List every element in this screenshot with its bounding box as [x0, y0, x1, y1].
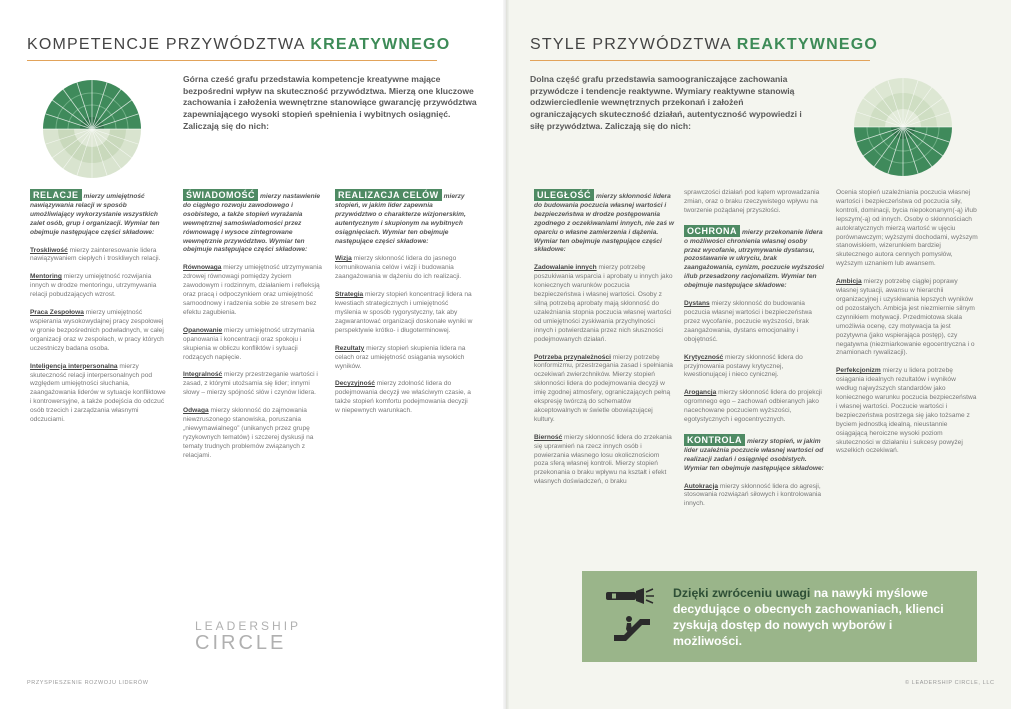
kontrola-item: Autokracja mierzy skłonność lidera do agresji, stosowania rozwiązań siłowych i kontrolowania innych. — [684, 482, 822, 508]
column-realizacja-celow — [335, 189, 473, 425]
swiadomosc-item: Równowaga mierzy umiejętność utrzymywania zdrowej równowagi pomiędzy życiem zawodowym i rodzinnym, działaniem i refleksją oraz pracą i odpoczynkiem oraz umiejętność samoodnowy i radzenia sobie ze stresem bez efektu zagubienia. — [183, 264, 322, 316]
callout-box — [582, 571, 977, 662]
uleglosc-item: Potrzeba przynależności mierzy potrzebę konformizmu, przestrzegania zasad i spełniania oczekiwań zwierzchników. Mierzy stopień skłonności lidera do podejmowania decyzji w imię zgodnej atmosfery, ograniczających pełną ekspresję twórczą do schematów akceptowalnych w świetle obowiązującej kultury. — [534, 353, 673, 423]
uleglosc-header: ULEGŁOŚĆ mierzy skłonność lidera do budowania poczucia własnej wartości i bezpieczeństwa w drodze postępowania zgodnego z oczekiwaniami innych, nie zaś w oparciu o własne zamierzenia i dążenia. Wymiar ten obejmuje następujące części składowe: — [534, 190, 674, 254]
escalator-icon — [612, 615, 652, 650]
column-swiadomosc — [183, 189, 325, 470]
right-title-rule — [530, 60, 870, 61]
ochrona-item: Arogancja mierzy skłonność lidera do projekcji ogromnego ego – zachowań odbieranych jako nacechowane poczuciem wyższości, egotystycznych i egocentrycznych. — [684, 389, 822, 424]
column-uleglosc — [534, 189, 674, 496]
autokracja-continuation: Ocenia stopień uzależniania poczucia własnej wartości i bezpieczeństwa od poczucia siły, kontroli, dominacji, bycia niepokonanym(-ą) i/lub lepszym(-ą) od innych. Osoby o skłonnościach autokratycznych mierzą wartość w ujęciu porównawczym; wyższymi dochodami, wyższym stanowiskiem, wizerunkiem bardziej skutecznego autora cennych pomysłów, wyższym uznaniem lub awansem. — [836, 189, 978, 268]
flashlight-icon — [604, 586, 656, 611]
relacje-tag: RELACJE — [30, 189, 82, 201]
realizacja-tag: REALIZACJA CELÓW — [335, 189, 442, 201]
leadership-circle-logo: LEADERSHIP CIRCLE — [195, 619, 302, 654]
callout-text: Dzięki zwróceniu uwagi na nawyki myślowe decydujące o obecnych zachowaniach, klienci zyskują dostęp do nowych wyborów i możliwości. — [673, 586, 944, 648]
kontrola-item: Ambicja mierzy potrzebę ciągłej poprawy własnej sytuacji, awansu w hierarchii organizacyjnej i uzyskiwania lepszych wyników od pozostałych. Ambicja jest niezmiernie silnym czynnikiem motywacji. Przedmiotowa skala umożliwia ocenę, czy motywacja ta jest pozytywna (jako wspierająca postęp), czy negatywna (niezmiarkowanie egocentryczna i o znamionach rywalizacji). — [836, 278, 975, 357]
realizacja-item: Rezultaty mierzy stopień skupienia lidera na celach oraz umiejętność osiągania wysokich wyników. — [335, 344, 466, 370]
realizacja-item: Wizja mierzy skłonność lidera do jasnego komunikowania celów i wizji i budowania zaangażowania w dążeniu do ich realizacji. — [335, 255, 462, 281]
right-title: STYLE PRZYWÓDZTWA REAKTYWNEGO — [530, 36, 878, 53]
leadership-circle-graphic-reactive — [850, 75, 956, 184]
left-title-rule — [27, 60, 437, 61]
kontrola-item: Perfekcjonizm mierzy u lidera potrzebę osiągania idealnych rezultatów i wyników według najwyższych standardów jako koniecznego warunku poczucia bezpieczeństwa i własnej wartości. Poczucie wartości i bezpieczeństwa postrzega się jako tożsame z byciem jednostką idealną, nieustannie osiągającą heroiczne wysoki poziom skuteczności w działaniu i sukcesy powyżej wszelkich oczekiwań. — [836, 367, 977, 455]
left-intro: Górna cześć grafu przedstawia kompetencje kreatywne mające bezpośredni wpływ na skuteczność przywództwa. Mierzą one kluczowe zachowania i założenia wewnętrzne stanowiące gwarancję przywództwa zapewniającego wysoki stopień spełnienia i wybitnych osiągnięć. Zaliczają się do nich: — [183, 74, 477, 131]
ochrona-tag: OCHRONA — [684, 225, 740, 237]
right-footer: © LEADERSHIP CIRCLE, LLC — [905, 680, 995, 686]
right-intro: Dolna część grafu przedstawia samoograniczające zachowania przywódcze i tendencje reaktywne. Wymiary reaktywne stanowią odzwierciedlenie wewnętrznych przekonań i założeń ograniczających skuteczność działań, autentyczność wypowiedzi i siłę przywództwa. Zaliczają się do nich: — [530, 74, 802, 131]
swiadomosc-tag: ŚWIADOMOŚĆ — [183, 189, 258, 201]
ochrona-item: Krytyczność mierzy skłonność lidera do przyjmowania postawy krytycznej, kwestionującej i nieco cynicznej. — [684, 353, 803, 379]
page-fold — [503, 0, 509, 709]
left-title: KOMPETENCJE PRZYWÓDZTWA KREATYWNEGO — [27, 36, 451, 53]
swiadomosc-header: ŚWIADOMOŚĆ mierzy nastawienie do ciągłego rozwoju zawodowego i osobistego, a także stopień wyrażania wewnętrznej samoświadomości przez równowagę i wysoce zintegrowane wewnętrznie przywództwo. Wymiar ten obejmuje następujące części składowe: — [183, 190, 321, 254]
swiadomosc-item: Opanowanie mierzy umiejętność utrzymania opanowania i koncentracji oraz spokoju i skupienia w obliczu konfliktów i sytuacji rodzących napięcie. — [183, 326, 315, 361]
column-ochrona-kontrola — [684, 189, 824, 518]
relacje-item: Mentoring mierzy umiejętność rozwijania innych w drodze mentoringu, utrzymywania relacji pobudzających wzrost. — [30, 273, 157, 299]
ochrona-header: OCHRONA mierzy przekonanie lidera o możliwości chronienia własnej osoby przez wycofanie, utrzymywanie dystansu, pozostawanie w ukryciu, brak zaangażowania, cynizm, poczucie wyższości i/lub przesadzony racjonalizm. Wymiar ten obejmuje następujące składowe: — [684, 225, 824, 290]
swiadomosc-item: Integralność mierzy przestrzeganie wartości i zasad, z którymi utożsamia się lider; innymi słowy – mierzy spójność słów i czynów lidera. — [183, 371, 318, 397]
relacje-header: RELACJE mierzy umiejętność nawiązywania relacji w sposób umożliwiający wykorzystanie wszystkich zalet osób, grup i organizacji. Wymiar ten obejmuje następujące części składowe: — [30, 190, 160, 236]
kontrola-tag: KONTROLA — [684, 434, 745, 446]
column-kontrola-continued — [836, 189, 978, 465]
realizacja-item: Decyzyjność mierzy zdolność lidera do podejmowania decyzji we właściwym czasie, a także stopień komfortu podejmowania decyzji w niepewnych warunkach. — [335, 380, 471, 415]
realizacja-item: Strategia mierzy stopień koncentracji lidera na kwestiach strategicznych i umiejętność myślenia w sposób rygorystyczny, tak aby zagwarantować organizacji doskonałe wyniki w perspektywie krótko- i długoterminowej. — [335, 291, 473, 334]
column-relacje — [30, 189, 168, 434]
left-footer: PRZYSPIESZENIE ROZWOJU LIDERÓW — [27, 680, 149, 686]
uleglosc-tag: ULEGŁOŚĆ — [534, 189, 594, 201]
leadership-circle-graphic-creative — [33, 78, 151, 185]
kontrola-header: KONTROLA mierzy stopień, w jakim lider uzależnia poczucie własnej wartości od realizacji zadań i osiągnięć osobistych. Wymiar ten obejmuje następujące składowe: — [684, 434, 824, 472]
relacje-item: Praca Zespołowa mierzy umiejętność wspierania wysokowydajnej pracy zespołowej w gronie bezpośrednich podwładnych, w całej organizacji oraz w zespołach, w pracy których uczestniczy badana osoba. — [30, 309, 164, 352]
relacje-item: Troskliwość mierzy zainteresowanie lidera nawiązywaniem ciepłych i troskliwych relacji. — [30, 246, 161, 263]
uleglosc-item: Zadowalanie innych mierzy potrzebę poszukiwania wsparcia i aprobaty u innych jako koniecznych warunków poczucia bezpieczeństwa i własnej wartości. Osoby z silną potrzebą aprobaty mają skłonność do uzależniania stopnia poczucia własnej wartości od umiejętności zyskiwania przychylności innych i potwierdzania przez nich słuszności podejmowanych działań. — [534, 264, 673, 343]
relacje-item: Inteligencja interpersonalna mierzy skuteczność relacji interpersonalnych pod względem umiejętności słuchania, zaangażowania liderów w sytuacje konfliktowe i kontrowersyjne, a także podejścia do odczuć osób trzecich i zarządzania własnymi odczuciami. — [30, 362, 166, 424]
realizacja-header: REALIZACJA CELÓW mierzy stopień, w jakim lider zapewnia przywództwo o charakterze wizjonerskim, autentycznym i skupionym na wybitnych osiągnięciach. Wymiar ten obejmuje następujące części składowe: — [335, 190, 466, 245]
bierność-continuation: sprawczości działań pod kątem wprowadzania zmian, oraz o braku rzeczywistego wpływu na tworzenie pożądanej przyszłości. — [684, 189, 820, 214]
ochrona-item: Dystans mierzy skłonność do budowania poczucia własnej wartości i bezpieczeństwa przez wycofanie, poczucie wyższości, brak zaangażowania, dystans emocjonalny i obojętność. — [684, 300, 812, 343]
swiadomosc-item: Odwaga mierzy skłonność do zajmowania niewzruszonego stanowiska, poruszania „niewymawialnego” (unikanych przez grupę ryzykownych tematów) i szczerej dyskusji na tematy trudnych problemów związanych z relacjami. — [183, 407, 314, 459]
uleglosc-item: Bierność mierzy skłonność lidera do zrzekania się uprawnień na rzecz innych osób i powierzania własnego losu okolicznościom poza sferą własnej kontroli. Mierzy stopień przekonania o braku wpływu na kształt i efekt własnych doświadczeń, o braku — [534, 433, 672, 486]
